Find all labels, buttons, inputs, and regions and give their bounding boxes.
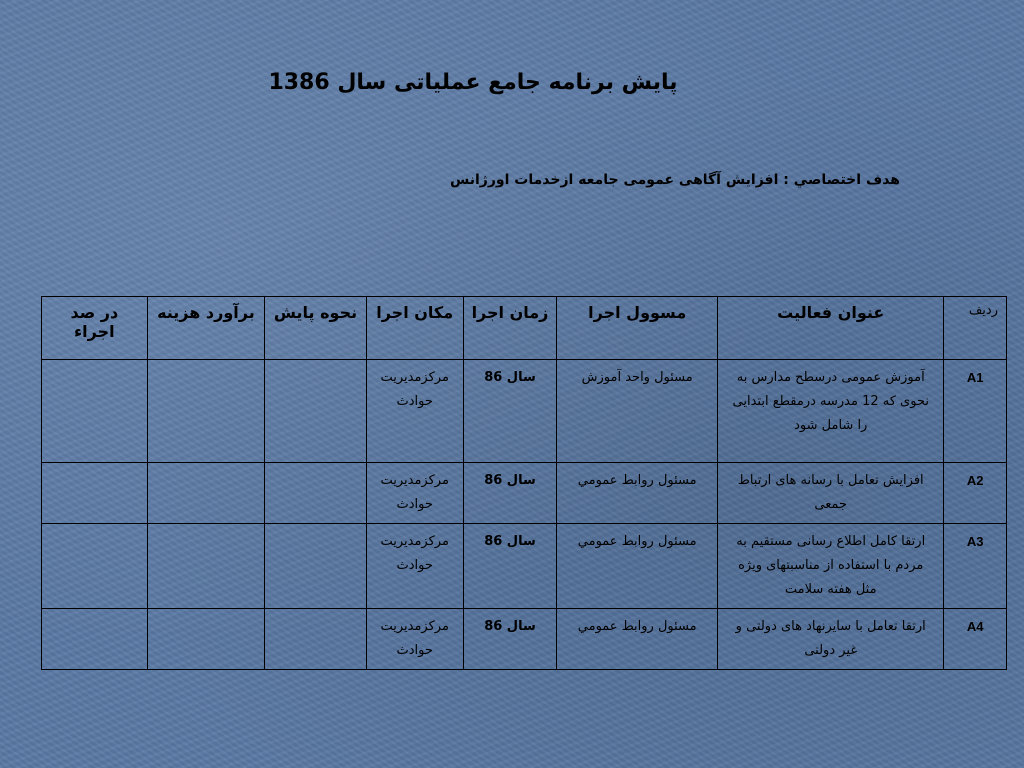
table-header-row	[42, 297, 1007, 360]
row-method	[265, 609, 367, 670]
header-activity: عنوان فعالیت	[717, 297, 944, 360]
row-cost	[147, 360, 264, 463]
header-cost: برآورد هزینه	[147, 297, 264, 360]
header-percent: در صد اجراء	[42, 297, 148, 360]
header-row-number: رديف	[944, 297, 1007, 360]
row-method	[265, 360, 367, 463]
row-place: مرکزمدیریت حوادث	[366, 524, 463, 609]
row-owner: مسئول روابط عمومي	[557, 609, 718, 670]
row-method	[265, 463, 367, 524]
row-activity: ارتقا تعامل با سایرنهاد های دولتی و غیر دولتی	[717, 609, 944, 670]
row-cost	[147, 609, 264, 670]
header-time: زمان اجرا	[463, 297, 557, 360]
row-time: سال 86	[463, 360, 557, 463]
row-owner: مسئول واحد آموزش	[557, 360, 718, 463]
row-cost	[147, 463, 264, 524]
table-row	[42, 360, 1007, 463]
activity-table	[41, 296, 1007, 670]
row-code: A3	[944, 524, 1007, 609]
row-owner: مسئول روابط عمومي	[557, 463, 718, 524]
header-place: مکان اجرا	[366, 297, 463, 360]
row-code: A4	[944, 609, 1007, 670]
row-percent	[42, 524, 148, 609]
table-row	[42, 463, 1007, 524]
row-time: سال 86	[463, 609, 557, 670]
table-row	[42, 609, 1007, 670]
header-owner: مسوول اجرا	[557, 297, 718, 360]
row-place: مرکزمدیریت حوادث	[366, 360, 463, 463]
row-code: A1	[944, 360, 1007, 463]
row-cost	[147, 524, 264, 609]
header-method: نحوه پایش	[265, 297, 367, 360]
row-place: مرکزمدیریت حوادث	[366, 463, 463, 524]
slide-title: پایش برنامه جامع عملیاتی سال 1386	[268, 70, 678, 95]
row-activity: آموزش عمومی درسطح مدارس به نحوی که 12 مدرسه درمقطع ابتدایی را شامل شود	[717, 360, 944, 463]
row-time: سال 86	[463, 524, 557, 609]
row-code: A2	[944, 463, 1007, 524]
row-activity: ارتقا کامل اطلاع رسانی مستقیم به مردم با استفاده از مناسبتهای ویژه مثل هفته سلامت	[717, 524, 944, 609]
row-owner: مسئول روابط عمومي	[557, 524, 718, 609]
row-time: سال 86	[463, 463, 557, 524]
row-place: مرکزمدیریت حوادث	[366, 609, 463, 670]
row-method	[265, 524, 367, 609]
row-activity: افزایش تعامل با رسانه های ارتباط جمعی	[717, 463, 944, 524]
row-percent	[42, 609, 148, 670]
slide-subtitle: هدف اختصاصي : افزایش آگاهی عمومی جامعه ازخدمات اورژانس	[449, 172, 900, 188]
table-row	[42, 524, 1007, 609]
row-percent	[42, 360, 148, 463]
row-percent	[42, 463, 148, 524]
